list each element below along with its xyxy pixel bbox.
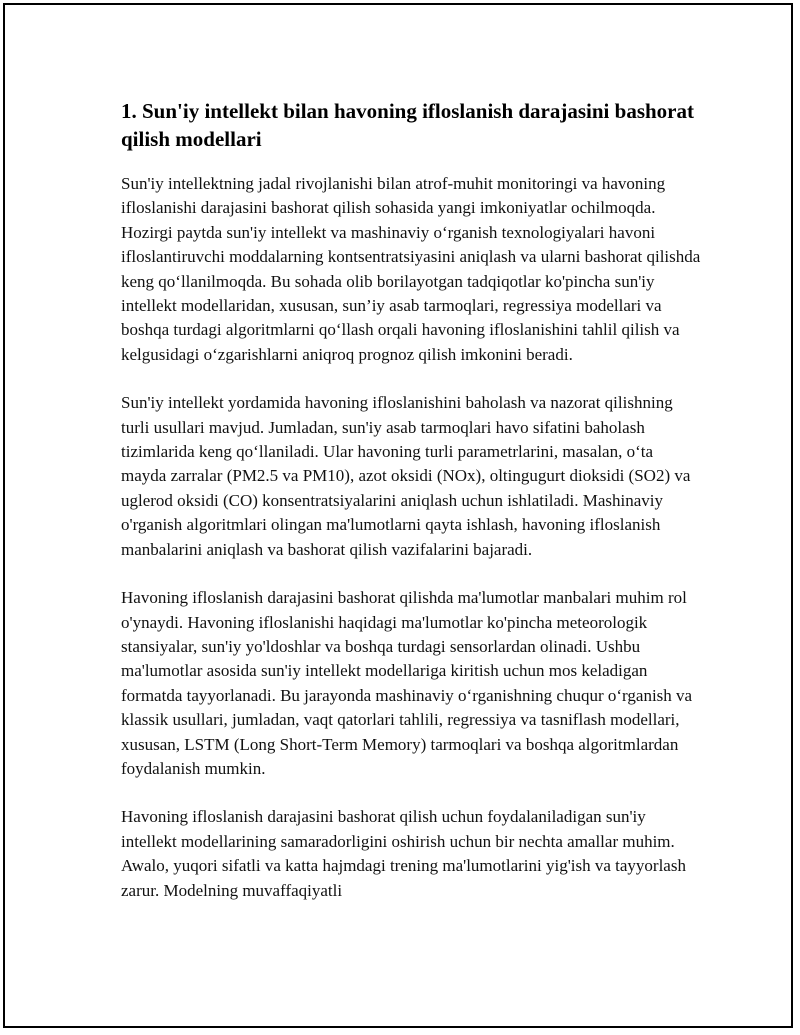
- paragraph: Havoning ifloslanish darajasini bashorat qilish uchun foydalaniladigan sun'iy intellekt modellarining samaradorligini oshirish uchun bir nechta amallar muhim. Awalo, yuqori sifatli va katta hajmdagi trening ma'lumotlarini yig'ish va tayyorlash zarur. Modelning muvaffaqiyatli: [121, 807, 686, 900]
- section-heading: 1. Sun'iy intellekt bilan havoning ifloslanish darajasini bashorat qilish modellari: [121, 99, 694, 151]
- paragraph: Havoning ifloslanish darajasini bashorat qilishda ma'lumotlar manbalari muhim rol o'ynaydi. Havoning ifloslanishi haqidagi ma'lumotlar ko'pincha meteorologik stansiyalar, sun'iy yo'ldoshlar va boshqa turdagi sensorlardan olinadi. Ushbu ma'lumotlar asosida sun'iy intellekt modellariga kiritish uchun mos keladigan formatda tayyorlanadi. Bu jarayonda mashinaviy o‘rganishning chuqur o‘rganish va klassik usullari, jumladan, vaqt qatorlari tahlili, regressiya va tasniflash modellari, xususan, LSTM (Long Short-Term Memory) tarmoqlari va boshqa algoritmlardan foydalanish mumkin.: [121, 588, 693, 778]
- page-frame: [3, 3, 793, 1028]
- paragraph: Sun'iy intellektning jadal rivojlanishi bilan atrof-muhit monitoringi va havoning ifloslanishi darajasini bashorat qilish sohasida yangi imkoniyatlar ochilmoqda. Hozirgi paytda sun'iy intellekt va mashinaviy o‘rganish texnologiyalari havoni ifloslantiruvchi moddalarning kontsentratsiyasini aniqlash va ularni bashorat qilishda keng qo‘llanilmoqda. Bu sohada olib borilayotgan tadqiqotlar ko'pincha sun'iy intellekt modellaridan, xususan, sun’iy asab tarmoqlari, regressiya modellari va boshqa turdagi algoritmlarni qo‘llash orqali havoning ifloslanishini tahlil qilish va kelgusidagi o‘zgarishlarni aniqroq prognoz qilish imkonini beradi.: [121, 174, 701, 364]
- document-body: [121, 97, 701, 927]
- paragraph: Sun'iy intellekt yordamida havoning ifloslanishini baholash va nazorat qilishning turli usullari mavjud. Jumladan, sun'iy asab tarmoqlari havo sifatini baholash tizimlarida keng qo‘llaniladi. Ular havoning turli parametrlarini, masalan, o‘ta mayda zarralar (PM2.5 va PM10), azot oksidi (NOx), oltingugurt dioksidi (SO2) va uglerod oksidi (CO) konsentratsiyalarini aniqlash uchun ishlatiladi. Mashinaviy o'rganish algoritmlari olingan ma'lumotlarni qayta ishlash, havoning ifloslanish manbalarini aniqlash va bashorat qilish vazifalarini bajaradi.: [121, 393, 691, 559]
